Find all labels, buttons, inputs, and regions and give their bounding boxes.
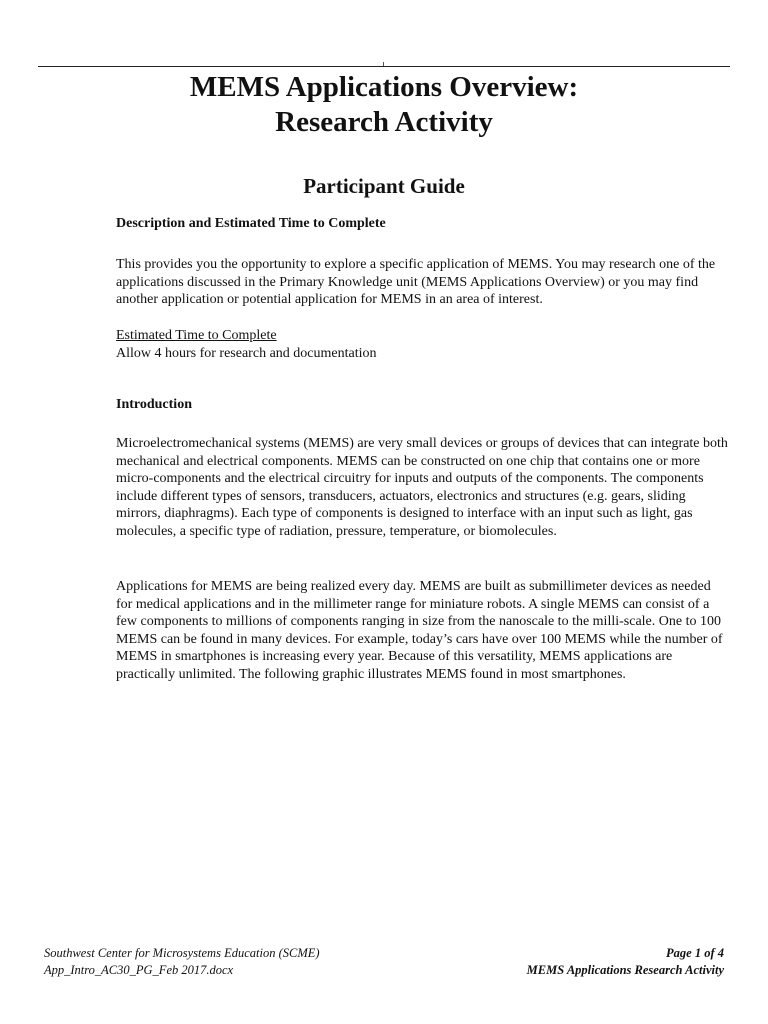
- estimated-time-block: [116, 327, 728, 362]
- introduction-paragraph-2-block: [116, 578, 728, 684]
- section-description-heading-block: [116, 215, 728, 233]
- header-rule: [38, 66, 730, 67]
- footer-right: [527, 945, 724, 978]
- estimated-time-label: Estimated Time to Complete: [116, 328, 277, 343]
- footer-organization: Southwest Center for Microsystems Education (SCME): [44, 946, 320, 960]
- footer-page-number: Page 1 of 4: [666, 946, 724, 960]
- section-heading-introduction: Introduction: [116, 397, 192, 412]
- footer-filename: App_Intro_AC30_PG_Feb 2017.docx: [44, 962, 234, 977]
- footer-document-name: MEMS Applications Research Activity: [526, 962, 724, 977]
- footer-left: [44, 945, 320, 978]
- description-paragraph: This provides you the opportunity to explore a specific application of MEMS. You may research one of the applications discussed in the Primary Knowledge unit (MEMS Applications Overview) or you may find another application or potential application for MEMS in an area of interest.: [116, 257, 716, 308]
- document-title-line-2: Research Activity: [275, 106, 493, 138]
- header-rule-tick: [383, 62, 384, 66]
- section-introduction-heading-block: [116, 396, 728, 414]
- introduction-paragraph-1-block: [116, 435, 728, 541]
- introduction-paragraph-1: Microelectromechanical systems (MEMS) are very small devices or groups of devices that can integrate both mechanical and electrical components. MEMS can be constructed on one chip that contains one or more micro-components and the electrical circuitry for inputs and outputs of the components. The components include different types of sensors, transducers, actuators, electronics and structures (e.g. gears, sliding mirrors, diaphragms). Each type of components is designed to interface with an input such as light, gas molecules, a specific type of radiation, pressure, temperature, or biomolecules.: [116, 436, 728, 539]
- introduction-paragraph-2: Applications for MEMS are being realized every day. MEMS are built as submillimeter devices as needed for medical applications and in the millimeter range for miniature robots. A single MEMS can consist of a few components to millions of components ranging in size from the nanoscale to the milli-scale. One to 100 MEMS can be found in many devices. For example, today’s cars have over 100 MEMS while the number of MEMS in smartphones is increasing every year. Because of this versatility, MEMS applications are practically unlimited. The following graphic illustrates MEMS found in most smartphones.: [116, 579, 723, 682]
- section-heading-description: Description and Estimated Time to Complete: [116, 216, 386, 231]
- estimated-time-value: Allow 4 hours for research and documentation: [116, 345, 377, 361]
- document-subtitle: Participant Guide: [303, 174, 465, 198]
- document-title-line-1: MEMS Applications Overview:: [189, 71, 579, 103]
- description-paragraph-block: [116, 256, 728, 309]
